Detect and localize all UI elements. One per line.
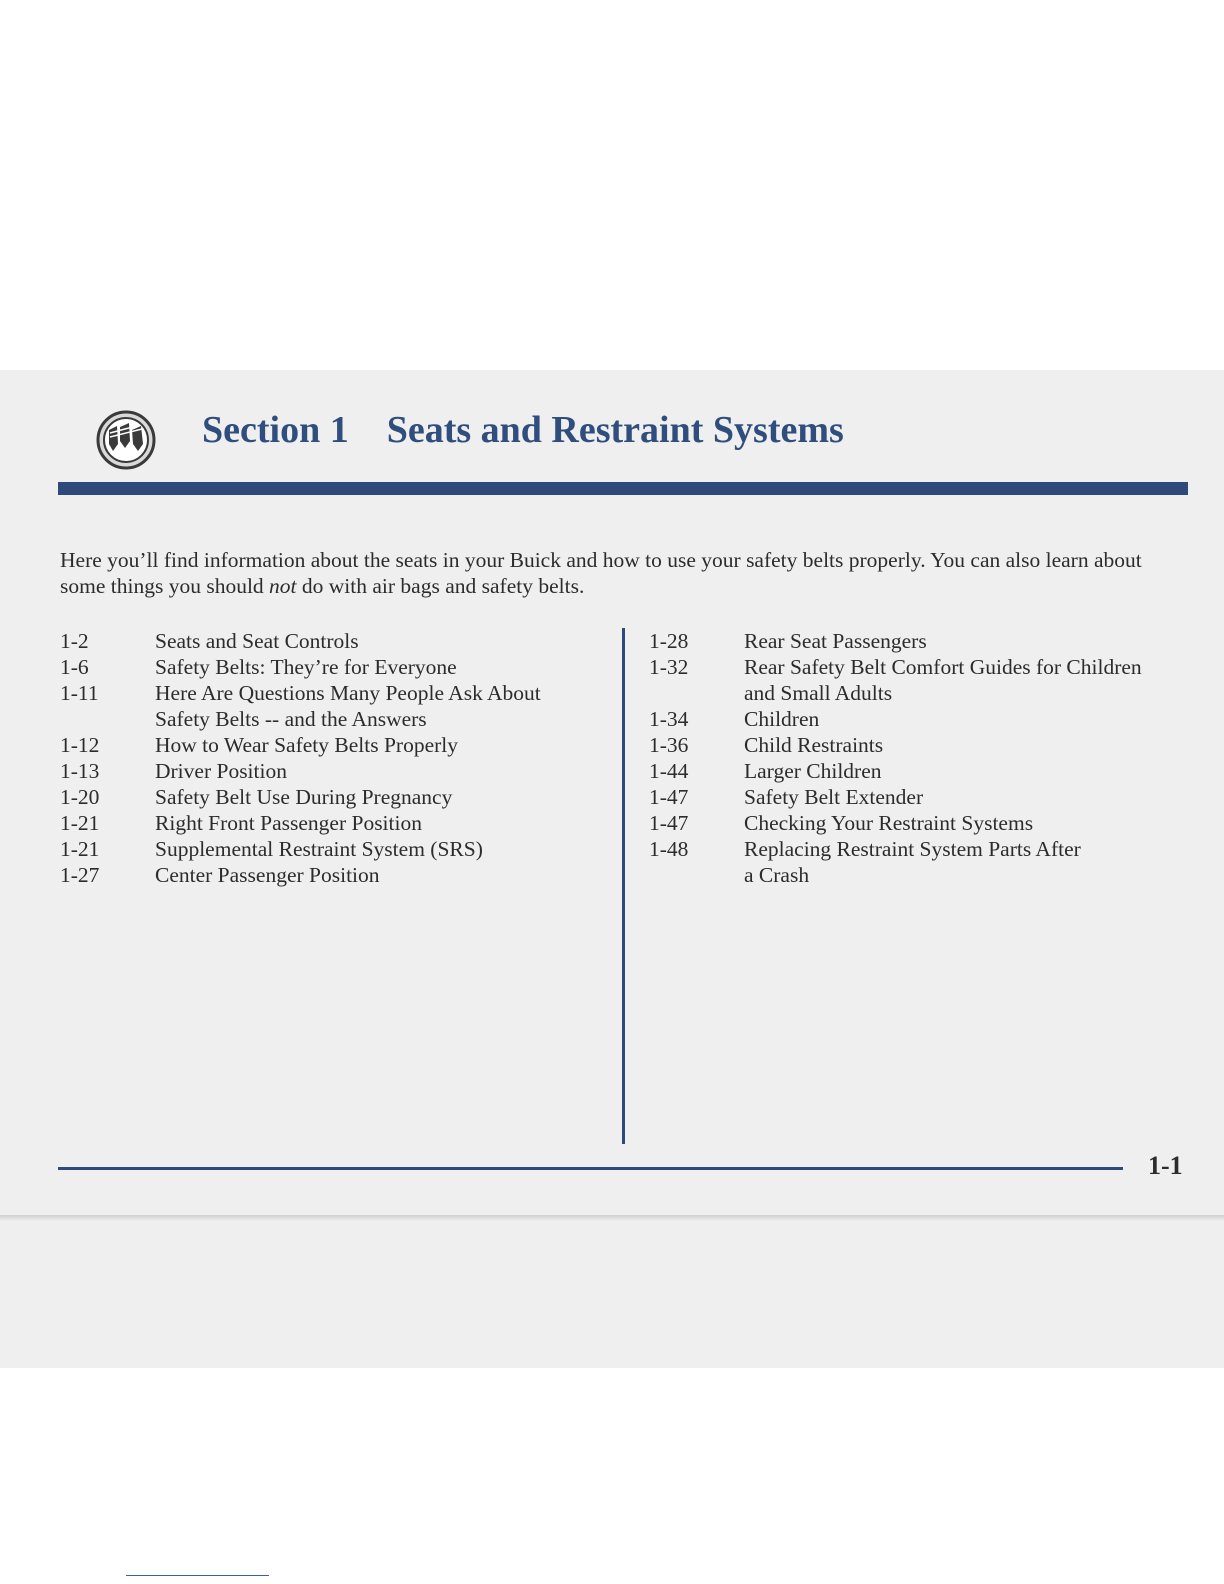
toc-page-number — [649, 680, 744, 706]
toc-entry-title: Center Passenger Position — [155, 863, 380, 887]
toc-entry-title: Child Restraints — [744, 733, 884, 757]
toc-entry[interactable] — [60, 680, 620, 706]
toc-entry-title: Checking Your Restraint Systems — [744, 811, 1034, 835]
toc-page-number: 1-44 — [649, 759, 689, 783]
toc-page-number: 1-13 — [60, 759, 100, 783]
toc-entry[interactable] — [60, 628, 620, 654]
toc-entry[interactable] — [649, 836, 1194, 862]
toc-entry-title: Rear Seat Passengers — [744, 629, 927, 653]
toc-page-number: 1-2 — [60, 629, 89, 653]
toc-entry[interactable] — [649, 654, 1194, 680]
buick-tri-shield-icon — [96, 410, 156, 470]
intro-text-end: do with air bags and safety belts. — [296, 574, 585, 598]
toc-entry-title: Larger Children — [744, 759, 882, 783]
toc-page-number: 1-11 — [60, 681, 99, 705]
toc-left-column — [60, 628, 620, 888]
header-rule — [58, 482, 1188, 495]
toc-entry[interactable] — [60, 732, 620, 758]
footer-rule — [58, 1167, 1123, 1170]
toc-page-number: 1-28 — [649, 629, 689, 653]
toc-entry[interactable] — [60, 654, 620, 680]
toc-entry-title: Here Are Questions Many People Ask About — [155, 681, 541, 705]
toc-entry[interactable] — [60, 862, 620, 888]
toc-entry-title: Safety Belts -- and the Answers — [155, 707, 427, 731]
toc-entry[interactable] — [60, 758, 620, 784]
toc-page-number: 1-20 — [60, 785, 100, 809]
toc-entry-continuation[interactable] — [649, 862, 1194, 888]
toc-entry[interactable] — [60, 784, 620, 810]
intro-emphasis: not — [269, 574, 297, 598]
intro-paragraph — [60, 547, 1190, 599]
toc-entry-continuation[interactable] — [649, 680, 1194, 706]
link-underline[interactable] — [126, 1575, 269, 1576]
toc-entry[interactable] — [649, 784, 1194, 810]
toc-entry-title: Children — [744, 707, 820, 731]
intro-text-start: Here you’ll find information about the seats in your Buick and how to use your safety belts properly. You can also learn about some things you should — [60, 548, 1142, 598]
toc-entry-title: and Small Adults — [744, 681, 893, 705]
toc-entry[interactable] — [649, 628, 1194, 654]
toc-entry-title: a Crash — [744, 863, 810, 887]
toc-page-number — [60, 706, 155, 732]
toc-page-number: 1-6 — [60, 655, 89, 679]
toc-entry-title: Driver Position — [155, 759, 287, 783]
toc-page-number: 1-47 — [649, 785, 689, 809]
page-title — [202, 408, 844, 452]
toc-page-number: 1-34 — [649, 707, 689, 731]
toc-entry-title: Replacing Restraint System Parts After — [744, 837, 1081, 861]
toc-page-number: 1-12 — [60, 733, 100, 757]
toc-entry[interactable] — [60, 836, 620, 862]
toc-entry-title: Supplemental Restraint System (SRS) — [155, 837, 483, 861]
section-label: Section 1 — [202, 409, 349, 451]
toc-entry-title: Safety Belts: They’re for Everyone — [155, 655, 457, 679]
toc-right-column — [649, 628, 1194, 888]
column-divider — [622, 628, 625, 1144]
toc-page-number: 1-47 — [649, 811, 689, 835]
toc-page-number — [649, 862, 744, 888]
toc-page-number: 1-21 — [60, 837, 100, 861]
toc-entry[interactable] — [649, 810, 1194, 836]
toc-page-number: 1-21 — [60, 811, 100, 835]
toc-page-number: 1-48 — [649, 837, 689, 861]
toc-page-number: 1-27 — [60, 863, 100, 887]
toc-entry[interactable] — [649, 706, 1194, 732]
section-title: Seats and Restraint Systems — [386, 409, 844, 451]
page-edge-shadow — [0, 1215, 1224, 1221]
toc-page-number: 1-36 — [649, 733, 689, 757]
toc-entry-title: Safety Belt Use During Pregnancy — [155, 785, 453, 809]
page-number: 1-1 — [1148, 1151, 1183, 1180]
toc-entry-title: Rear Safety Belt Comfort Guides for Children — [744, 655, 1142, 679]
toc-entry[interactable] — [649, 758, 1194, 784]
toc-entry[interactable] — [649, 732, 1194, 758]
toc-entry-title: Safety Belt Extender — [744, 785, 924, 809]
toc-entry-title: Right Front Passenger Position — [155, 811, 422, 835]
toc-entry[interactable] — [60, 810, 620, 836]
toc-entry-title: Seats and Seat Controls — [155, 629, 359, 653]
toc-entry-title: How to Wear Safety Belts Properly — [155, 733, 458, 757]
toc-entry-continuation[interactable] — [60, 706, 620, 732]
toc-page-number: 1-32 — [649, 655, 689, 679]
